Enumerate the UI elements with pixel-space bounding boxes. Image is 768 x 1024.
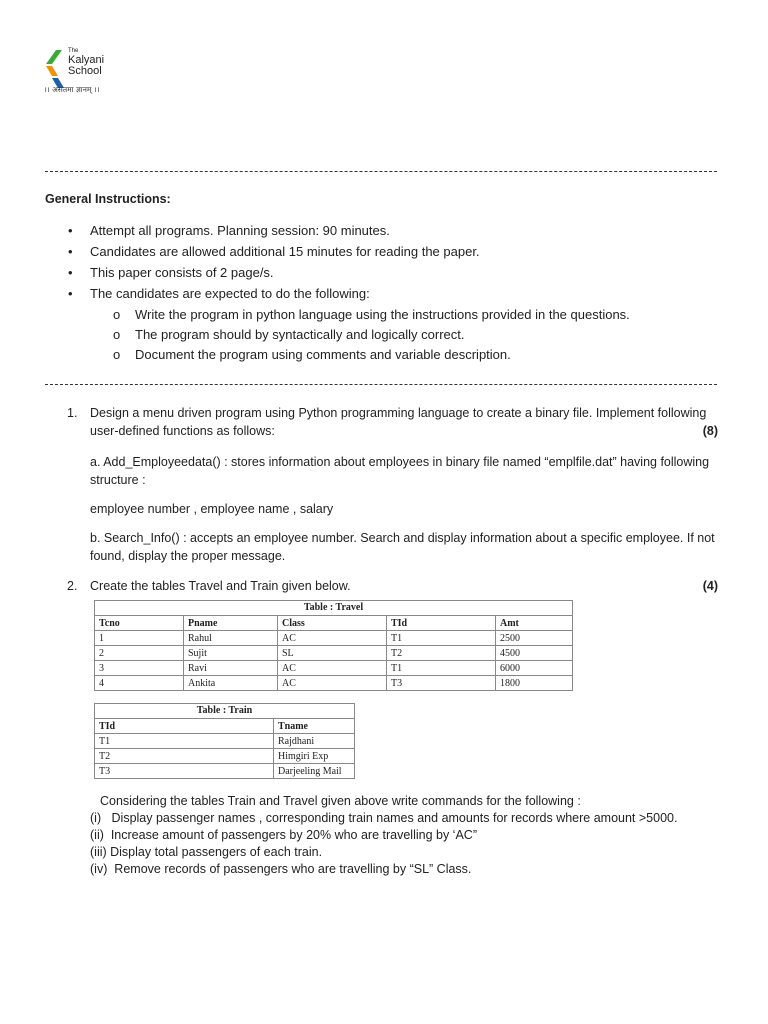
- table-cell: Rajdhani: [274, 734, 355, 749]
- table-row: [95, 676, 573, 691]
- question-2-number: 2.: [67, 579, 78, 593]
- table-row: [95, 734, 355, 749]
- column-header: Pname: [184, 616, 278, 631]
- table-cell: T2: [95, 749, 274, 764]
- question-2-intro: Considering the tables Train and Travel given above write commands for the following :: [100, 794, 581, 808]
- logo-name-line1: Kalyani: [68, 54, 105, 66]
- table-cell: 3: [95, 661, 184, 676]
- table-cell: Sujit: [184, 646, 278, 661]
- table-cell: 4500: [496, 646, 573, 661]
- table-cell: 2500: [496, 631, 573, 646]
- table-cell: 1: [95, 631, 184, 646]
- column-header: Class: [278, 616, 387, 631]
- column-header: TId: [95, 719, 274, 734]
- column-header: TId: [387, 616, 496, 631]
- divider-top: [45, 171, 717, 172]
- table-cell: T1: [387, 661, 496, 676]
- table-cell: SL: [278, 646, 387, 661]
- column-header: Amt: [496, 616, 573, 631]
- general-instructions-heading: General Instructions:: [45, 192, 171, 206]
- table-cell: Darjeeling Mail: [274, 764, 355, 779]
- question-1-part-b: b. Search_Info() : accepts an employee number. Search and display information about a specific employee. If not found, display the proper message.: [90, 531, 715, 563]
- circle-bullet-icon: o: [113, 347, 121, 362]
- travel-table-title: Table : Travel: [94, 600, 573, 615]
- question-1: [67, 404, 718, 574]
- bullet-icon: •: [68, 286, 73, 301]
- question-2-text: Create the tables Travel and Train given below.: [90, 579, 351, 593]
- table-cell: AC: [278, 676, 387, 691]
- travel-table: [94, 600, 573, 691]
- circle-bullet-icon: o: [113, 307, 121, 322]
- bullet-icon: •: [68, 244, 73, 259]
- question-2: [67, 577, 718, 597]
- school-logo: [40, 44, 150, 100]
- sub-list-item: o Document the program using comments and variable description.: [113, 347, 511, 362]
- question-1-text: Design a menu driven program using Python programming language to create a binary file. Implement following user-defined functions as follows:: [90, 406, 707, 438]
- table-cell: 2: [95, 646, 184, 661]
- logo-name-line2: School: [68, 65, 102, 77]
- question-2-item-i: (i) Display passenger names , corresponding train names and amounts for records where amount >5000.: [90, 811, 678, 825]
- train-table-title: Table : Train: [94, 703, 355, 718]
- question-1-part-a: a. Add_Employeedata() : stores information about employees in binary file named “emplfile.dat” having following structure :: [90, 455, 710, 487]
- divider-bottom: [45, 384, 717, 385]
- table-cell: 4: [95, 676, 184, 691]
- table-cell: Ankita: [184, 676, 278, 691]
- table-cell: Himgiri Exp: [274, 749, 355, 764]
- bullet-icon: •: [68, 223, 73, 238]
- logo-the: The: [68, 48, 79, 54]
- list-item: • The candidates are expected to do the following:: [68, 286, 370, 301]
- column-header: Tname: [274, 719, 355, 734]
- logo-motto: ।। असतमा ज्ञानम् ।।: [44, 85, 100, 94]
- table-cell: Rahul: [184, 631, 278, 646]
- list-item: • Attempt all programs. Planning session: 90 minutes.: [68, 223, 390, 238]
- list-item: • This paper consists of 2 page/s.: [68, 265, 274, 280]
- table-cell: AC: [278, 661, 387, 676]
- question-2-marks: (4): [702, 579, 718, 593]
- list-item: • Candidates are allowed additional 15 minutes for reading the paper.: [68, 244, 480, 259]
- table-cell: Ravi: [184, 661, 278, 676]
- table-cell: T3: [95, 764, 274, 779]
- bullet-icon: •: [68, 265, 73, 280]
- circle-bullet-icon: o: [113, 327, 121, 342]
- table-row: [95, 646, 573, 661]
- sub-list-item: o Write the program in python language using the instructions provided in the questions.: [113, 307, 630, 322]
- table-cell: 6000: [496, 661, 573, 676]
- table-row: [95, 661, 573, 676]
- question-1-marks: (8): [702, 424, 718, 438]
- sub-list-item: o The program should by syntactically and logically correct.: [113, 327, 465, 342]
- question-1-number: 1.: [67, 406, 78, 420]
- question-2-item-iii: (iii) Display total passengers of each train.: [90, 845, 323, 859]
- table-header-row: [95, 616, 573, 631]
- kalyani-logo-icon: [44, 50, 66, 88]
- table-cell: T1: [387, 631, 496, 646]
- instructions-sub-list: [68, 306, 630, 366]
- logo-wordmark: [68, 48, 104, 77]
- table-row: [95, 631, 573, 646]
- column-header: Tcno: [95, 616, 184, 631]
- table-row: [95, 749, 355, 764]
- instructions-list: [68, 222, 480, 306]
- table-cell: AC: [278, 631, 387, 646]
- table-cell: T3: [387, 676, 496, 691]
- question-2-item-ii: (ii) Increase amount of passengers by 20% who are travelling by ‘AC”: [90, 828, 477, 842]
- table-header-row: [95, 719, 355, 734]
- table-cell: T1: [95, 734, 274, 749]
- question-1-structure: employee number , employee name , salary: [90, 502, 334, 516]
- table-row: [95, 764, 355, 779]
- table-cell: 1800: [496, 676, 573, 691]
- question-2-item-iv: (iv) Remove records of passengers who are travelling by “SL” Class.: [90, 862, 472, 876]
- table-cell: T2: [387, 646, 496, 661]
- train-table: [94, 703, 355, 779]
